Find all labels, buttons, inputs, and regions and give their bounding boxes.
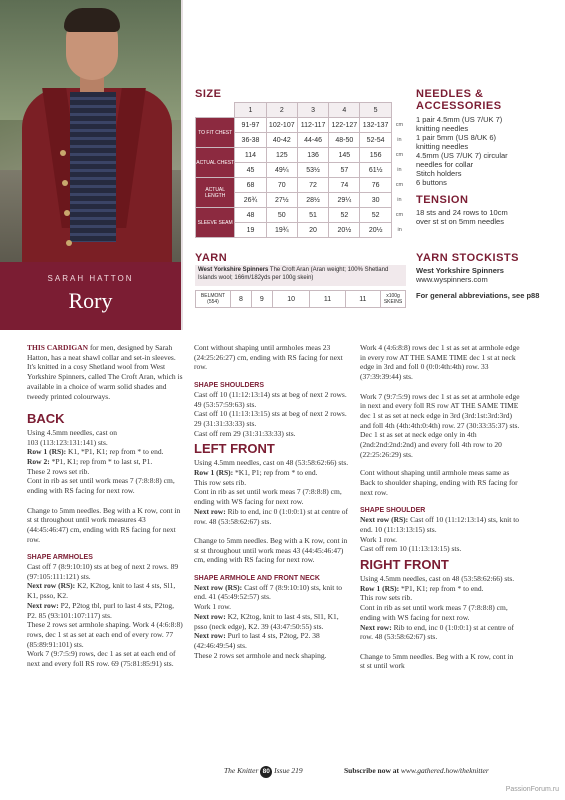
subscribe-link[interactable]: www.gathered.how/theknitter (400, 766, 489, 775)
footer-subscribe: Subscribe now at www.gathered.how/theknitter (344, 766, 489, 775)
column-1: THIS CARDIGAN for men, designed by Sarah Hatton, has a neat shawl collar and set-in sleeves. It's knitted in a cosy Shetland wool from West Yorkshire Spinners, called The Croft Aran, which is available in a choice of warm solid shades and tweedy printed colourways. BACK Using 4.5mm needles, cast on 103 (113:123:131:141) sts. Row 1 (RS): K1, *P1, K1; rep from * to end. Row 2: *P1, K1; rep from * to last st, P1. These 2 rows set rib. Cont in rib as set until work meas 7 (7:8:8:8) cm, ending with RS facing for next row. Change to 5mm needles. Beg with a K row, cont in st st throughout until work measures 43 (44:45:46:47) cm, ending with RS facing for next row. SHAPE ARMHOLES Cast off 7 (8:9:10:10) sts at beg of next 2 rows. 89 (97:105:111:121) sts. Next row (RS): K2, K2tog, knit to last 4 sts, Sl1, K1, psso, K2. Next row: P2, P2tog tbl, purl to last 4 sts, P2tog, P2. 85 (93:101:107:117) sts. These 2 rows set armhole shaping. Work 4 (4:6:8:8) rows, dec 1 st as set at each end of every row. 77 (85:89:91:101) sts. Work 7 (9:7:5:9) rows, dec 1 as set at each end of next and every foll RS row. 69 (75:81:85:91) sts. (27, 343, 183, 669)
armholes-heading: SHAPE ARMHOLES (27, 554, 93, 562)
row-label: ACTUAL LENGTH (196, 178, 235, 208)
watermark: PassionForum.ru (505, 786, 559, 793)
tension-heading: TENSION (416, 194, 469, 206)
yarn-table: BELMONT (554) 8 9 10 11 11 x100g SKEINS (195, 290, 406, 308)
pattern-name: Rory (68, 288, 113, 313)
stockists-section: YARN STOCKISTS West Yorkshire Spinners www.wyspinners.com For general abbreviations, see p88 (416, 252, 556, 300)
back-heading: BACK (27, 410, 65, 426)
yarn-description: West Yorkshire Spinners The Croft Aran (Aran weight; 100% Shetland Islands wool; 166m/182yds per 100g skein) (195, 265, 406, 286)
row-label: ACTUAL CHEST (196, 148, 235, 178)
needles-section: NEEDLES & ACCESSORIES 1 pair 4.5mm (US 7/UK 7) knitting needles 1 pair 5mm (US 8/UK 6) knitting needles 4.5mm (US 7/UK 7) circular needles for collar Stitch holders 6 buttons TENSION 18 sts and 24 rows to 10cm over st st on 5mm needles (416, 88, 556, 226)
column-2: Cont without shaping until armholes meas 23 (24:25:26:27) cm, ending with RS facing for next row. SHAPE SHOULDERS Cast off 10 (11:12:13:14) sts at beg of next 2 rows. 49 (53:57:59:63) sts. Cast off 10 (11:13:13:15) sts at beg of next 2 rows. 29 (31:31:33:33) sts. Cast off rem 29 (31:31:33:33) sts. LEFT FRONT Using 4.5mm needles, cast on 48 (53:58:62:66) sts. Row 1 (RS): *K1, P1; rep from * to end. This row sets rib. Cont in rib as set until work meas 7 (7:8:8:8) cm, ending with WS facing for next row. Next row: Rib to end, inc 0 (1:0:0:1) st at centre of row. 48 (53:58:62:67) sts. Change to 5mm needles. Beg with a K row, cont in st st throughout until work meas 43 (44:45:46:47) cm, ending with RS facing for next row. SHAPE ARMHOLE AND FRONT NECK Next row (RS): Cast off 7 (8:9:10:10) sts, knit to end. 41 (45:49:52:57) sts. Work 1 row. Next row: K2, K2tog, knit to last 4 sts, Sl1, K1, psso (neck edge), K2. 39 (43:47:50:55) sts. Next row: Purl to last 4 sts, P2tog, P2. 38 (42:46:49:54) sts. These 2 rows set armhole and neck shaping. (194, 343, 351, 660)
hero-photo (0, 0, 181, 262)
yarn-heading: YARN (195, 252, 228, 264)
column-3: Work 4 (4:6:8:8) rows dec 1 st as set at armhole edge in every row AT THE SAME TIME dec 1 st at neck edge in 3rd and foll 0 (0:0:4th:4th) row. 33 (37:39:39:44) sts. Work 7 (9:7:5:9) rows dec 1 st as set at armhole edge in next and every foll RS row AT THE SAME TIME dec 1 st as set at neck edge in 3rd (3rd:1st:3rd:3rd) and foll 4th (4th:4th:0:4th) row. 27 (30:33:35:37) sts. Dec 1 st as set at neck edge only in 4th (2nd:2nd:2nd:2nd) and every foll 4th row to 20 (22:25:26:29) sts. Cont without shaping until armhole meas same as Back to shoulder shaping, ending with RS facing for next row. SHAPE SHOULDER Next row (RS): Cast off 10 (11:12:13:14) sts, knit to end. 10 (11:13:13:15) sts. Work 1 row. Cast off rem 10 (11:13:13:15) sts. RIGHT FRONT Using 4.5mm needles, cast on 48 (53:58:62:66) sts. Row 1 (RS): *P1, K1; rep from * to end. This row sets rib. Cont in rib as set until work meas 7 (7:8:8:8) cm, ending with WS facing for next row. Next row: Rib to end, inc 0 (1:0:0:1) st at centre of row. 48 (53:58:62:67) sts. Change to 5mm needles. Beg with a K row, cont in st st until work (360, 343, 520, 671)
footer-magazine: The Knitter 80 Issue 219 (224, 766, 303, 778)
size-col: 4 (329, 103, 360, 118)
stockists-link[interactable]: www.wyspinners.com (416, 275, 488, 284)
name-banner (0, 262, 181, 330)
size-table: 1 2 3 4 5 TO FIT CHEST 91-97 102-107 112-117 122-127 132-137 cm 36-38 40-42 44-46 48-50 52-54 in ACTUAL CHEST 114 125 136 145 156 cm 45 49¼ 53½ 57 61½ in ACTUAL LENGTH 68 70 72 74 76 cm 26¾ 27½ 28½ 29¼ 30 in SLEEVE SEAM 48 50 51 52 52 cm 19 19¾ 20 20½ 20½ in (195, 102, 408, 238)
row-label: TO FIT CHEST (196, 118, 235, 148)
left-front-heading: LEFT FRONT (194, 441, 275, 457)
designer-name: SARAH HATTON (47, 274, 134, 283)
divider (181, 0, 183, 330)
size-col: 3 (297, 103, 328, 118)
size-col: 1 (235, 103, 266, 118)
needles-heading: NEEDLES & ACCESSORIES (416, 88, 502, 112)
row-label: SLEEVE SEAM (196, 208, 235, 238)
size-heading: SIZE (195, 88, 222, 100)
page-number: 80 (260, 766, 272, 778)
right-front-heading: RIGHT FRONT (360, 557, 449, 573)
size-col: 2 (266, 103, 297, 118)
size-col: 5 (360, 103, 391, 118)
